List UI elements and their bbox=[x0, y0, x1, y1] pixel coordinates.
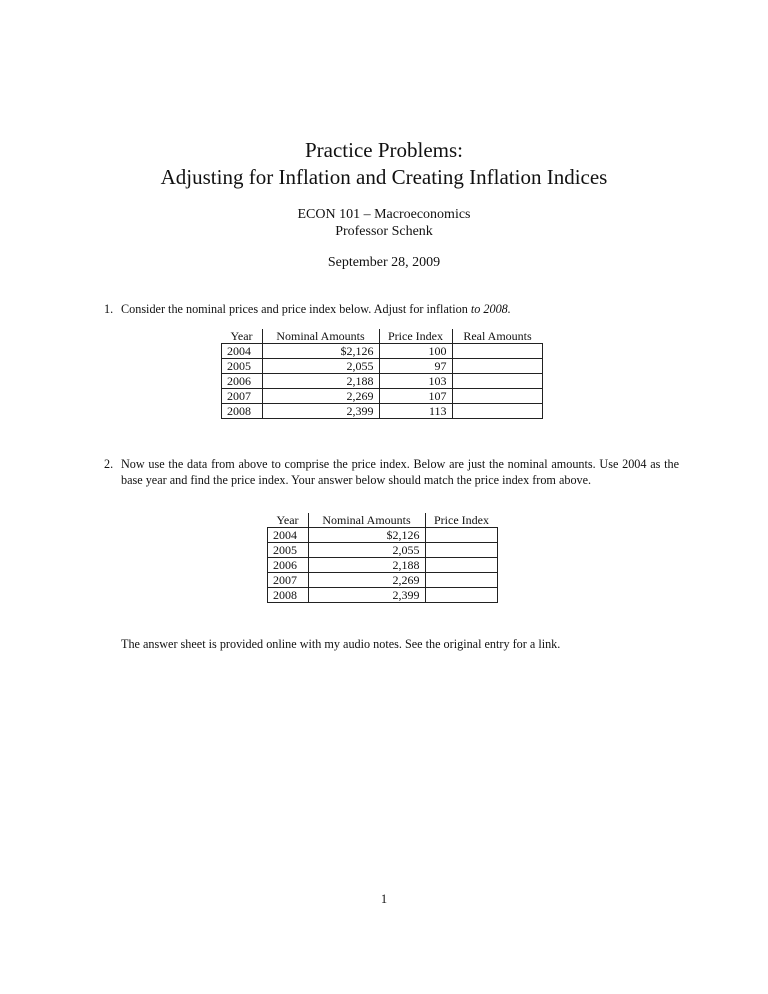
year-cell: 2004 bbox=[222, 344, 263, 359]
price-index-cell: 107 bbox=[379, 389, 452, 404]
column-header-price-index: Price Index bbox=[379, 329, 452, 344]
price-index-cell bbox=[425, 558, 498, 573]
professor-name: Professor Schenk bbox=[335, 224, 433, 239]
column-header-year: Year bbox=[268, 513, 309, 528]
year-cell: 2005 bbox=[268, 543, 309, 558]
problem-1-number: 1. bbox=[104, 302, 114, 316]
nominal-amount-cell: 2,269 bbox=[308, 573, 425, 588]
nominal-amount-cell: $2,126 bbox=[308, 528, 425, 543]
problem-2-text: Now use the data from above to comprise the price index. Below are just the nominal amounts. Use 2004 as the base year and find the price index. Your answer below should match the price index from above. bbox=[121, 457, 679, 487]
real-amount-cell bbox=[452, 344, 543, 359]
year-cell: 2006 bbox=[222, 374, 263, 389]
price-index-cell bbox=[425, 528, 498, 543]
year-cell: 2004 bbox=[268, 528, 309, 543]
problem-2-table bbox=[267, 513, 498, 603]
document-date: September 28, 2009 bbox=[327, 255, 441, 270]
nominal-amount-cell: 2,188 bbox=[262, 374, 379, 389]
nominal-amount-cell: 2,399 bbox=[308, 588, 425, 603]
nominal-amount-cell: $2,126 bbox=[262, 344, 379, 359]
real-amount-cell bbox=[452, 404, 543, 419]
course-name: ECON 101 – Macroeconomics bbox=[297, 207, 471, 222]
table-header-row bbox=[268, 513, 498, 528]
real-amount-cell bbox=[452, 359, 543, 374]
year-cell: 2008 bbox=[222, 404, 263, 419]
real-amount-cell bbox=[452, 389, 543, 404]
table-row bbox=[268, 558, 498, 573]
table-row bbox=[268, 588, 498, 603]
year-cell: 2008 bbox=[268, 588, 309, 603]
price-index-cell bbox=[425, 588, 498, 603]
price-index-cell: 100 bbox=[379, 344, 452, 359]
price-index-cell: 113 bbox=[379, 404, 452, 419]
table-row bbox=[222, 389, 543, 404]
column-header-year: Year bbox=[222, 329, 263, 344]
title-line-2: Adjusting for Inflation and Creating Inflation Indices bbox=[160, 165, 608, 189]
table-row bbox=[268, 543, 498, 558]
year-cell: 2006 bbox=[268, 558, 309, 573]
problem-1-instruction: Consider the nominal prices and price index below. Adjust for inflation bbox=[121, 302, 468, 316]
table-row bbox=[222, 359, 543, 374]
price-index-cell: 97 bbox=[379, 359, 452, 374]
table-row bbox=[222, 344, 543, 359]
column-header-price-index: Price Index bbox=[425, 513, 498, 528]
column-header-real-amounts: Real Amounts bbox=[452, 329, 543, 344]
year-cell: 2005 bbox=[222, 359, 263, 374]
title-line-1: Practice Problems: bbox=[304, 138, 464, 162]
column-header-nominal-amounts: Nominal Amounts bbox=[262, 329, 379, 344]
problem-1-emphasis: to 2008. bbox=[470, 302, 511, 316]
table-row bbox=[268, 573, 498, 588]
table-header-row bbox=[222, 329, 543, 344]
year-cell: 2007 bbox=[268, 573, 309, 588]
nominal-amount-cell: 2,269 bbox=[262, 389, 379, 404]
nominal-amount-cell: 2,055 bbox=[262, 359, 379, 374]
closing-note: The answer sheet is provided online with my audio notes. See the original entry for a link. bbox=[121, 637, 561, 651]
problem-1-table bbox=[221, 329, 543, 419]
page-number: 1 bbox=[380, 892, 388, 906]
price-index-cell bbox=[425, 543, 498, 558]
problem-1-text bbox=[121, 302, 681, 318]
nominal-amount-cell: 2,399 bbox=[262, 404, 379, 419]
price-index-cell: 103 bbox=[379, 374, 452, 389]
real-amount-cell bbox=[452, 374, 543, 389]
column-header-nominal-amounts: Nominal Amounts bbox=[308, 513, 425, 528]
table-row bbox=[222, 374, 543, 389]
problem-2-number: 2. bbox=[104, 457, 114, 471]
price-index-cell bbox=[425, 573, 498, 588]
table-row bbox=[222, 404, 543, 419]
nominal-amount-cell: 2,188 bbox=[308, 558, 425, 573]
nominal-amount-cell: 2,055 bbox=[308, 543, 425, 558]
year-cell: 2007 bbox=[222, 389, 263, 404]
table-row bbox=[268, 528, 498, 543]
